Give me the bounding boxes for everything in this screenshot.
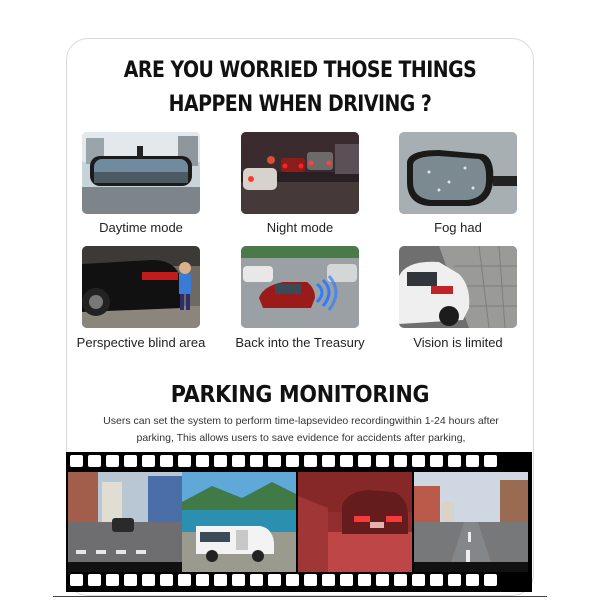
bottom-divider xyxy=(53,596,547,597)
parking-monitoring-title: PARKING MONITORING xyxy=(170,382,430,408)
feature-label-back-into-treasury: Back into the Treasury xyxy=(235,335,365,350)
feature-label-vision-limited: Vision is limited xyxy=(413,335,503,350)
feature-label-blind-area: Perspective blind area xyxy=(76,335,206,350)
camper-van-frame xyxy=(182,472,296,572)
city-street-frame xyxy=(68,472,182,572)
parking-description-line-2: parking, This allows users to save evidence for accidents after parking, xyxy=(136,432,466,444)
feature-label-fog: Fog had xyxy=(434,220,482,235)
feature-label-daytime: Daytime mode xyxy=(99,220,183,235)
daytime-mode-photo xyxy=(82,132,200,214)
film-sprocket-holes-top xyxy=(66,455,536,469)
headline-line-2: HAPPEN WHEN DRIVING ? xyxy=(168,92,432,117)
fog-photo xyxy=(399,132,517,214)
road-dashcam-frame xyxy=(414,472,528,572)
feature-label-night: Night mode xyxy=(266,220,334,235)
film-strip xyxy=(66,452,532,592)
blind-area-photo xyxy=(82,246,200,328)
vision-limited-photo xyxy=(399,246,517,328)
headline-line-1: ARE YOU WORRIED THOSE THINGS xyxy=(123,58,477,83)
reverse-parking-photo xyxy=(241,246,359,328)
film-sprocket-holes-bottom xyxy=(66,574,536,588)
parking-description-line-1: Users can set the system to perform time-lapsevideo recordingwithin 1-24 hours after xyxy=(103,415,499,427)
red-tinted-parked-car-frame xyxy=(298,472,412,572)
night-mode-photo xyxy=(241,132,359,214)
